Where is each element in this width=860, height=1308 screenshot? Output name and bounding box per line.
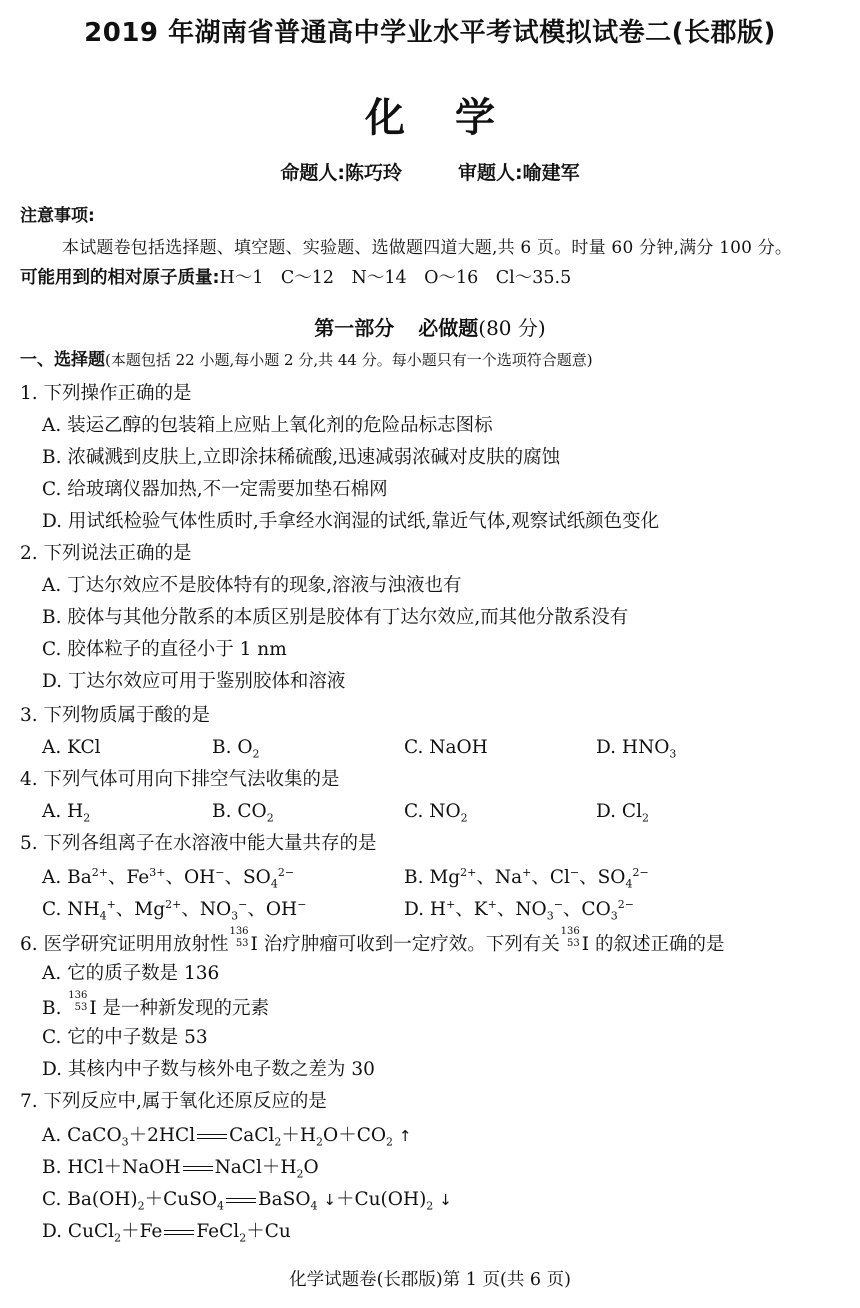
section-score: (80 分)	[478, 316, 546, 340]
option-5b: B. $Mg^{2+}$、Na+、Cl−、$SO_4^{2-}$	[404, 865, 649, 891]
option-5c: C. $NH_4^+$、$Mg^{2+}$、$NO_3^-$、OH−	[42, 897, 307, 923]
nuclide-symbol: 136 53	[229, 926, 249, 949]
option-6c: C. 它的中子数是 53	[42, 1027, 208, 1048]
stem-part-c: I 的叙述正确的是	[581, 934, 725, 955]
option-7c: C. $Ba(OH)_2+CuSO_4$ BaSO$_4$ $↓+Cu(OH)_2$ ↓	[42, 1189, 452, 1213]
option-2d: D. 丁达尔效应可用于鉴别胶体和溶液	[42, 671, 346, 692]
option-1c: C. 给玻璃仪器加热,不一定需要加垫石棉网	[42, 479, 388, 500]
option-4a: A. $H_2$	[42, 801, 91, 825]
section-heading	[0, 312, 860, 341]
question-group-desc: (本题包括 22 小题,每小题 2 分,共 44 分。每小题只有一个选项符合题意)	[105, 351, 593, 369]
option-4c: C. $NO_2$	[404, 801, 468, 825]
option-6d: D. 其核内中子数与核外电子数之差为 30	[42, 1059, 375, 1080]
option-7b: B. HCl＋NaOH $NaCl+H_2O$	[42, 1157, 319, 1181]
notes-body: 本试题卷包括选择题、填空题、实验题、选做题四道大题,共 6 页。时量 60 分钟,满分 100 分。	[62, 238, 793, 258]
option-2c: C. 胶体粒子的直径小于 1 nm	[42, 639, 287, 660]
question-stem: 2. 下列说法正确的是	[20, 543, 192, 564]
subject-title: 化学	[365, 95, 545, 141]
option-3a: A. KCl	[42, 737, 101, 758]
stem-part-a: 6. 医学研究证明用放射性	[20, 934, 229, 955]
option-1d: D. 用试纸检验气体性质时,手拿经水润湿的试纸,靠近气体,观察试纸颜色变化	[42, 511, 660, 532]
option-2a: A. 丁达尔效应不是胶体特有的现象,溶液与浊液也有	[42, 575, 462, 596]
question-stem: 3. 下列物质属于酸的是	[20, 705, 211, 726]
question-stem: 7. 下列反应中,属于氧化还原反应的是	[20, 1091, 327, 1112]
exam-title: 2019 年湖南省普通高中学业水平考试模拟试卷二(长郡版)	[84, 18, 776, 48]
option-5a: A. $Ba^{2+}$、$Fe^{3+}$、OH−、$SO_4^{2-}$	[42, 865, 295, 891]
option-1a: A. 装运乙醇的包装箱上应贴上氧化剂的危险品标志图标	[42, 415, 493, 436]
nuclide-symbol: 136 53	[68, 990, 88, 1013]
option-3b: B. $O_2$	[212, 737, 260, 761]
option-4b: B. $CO_2$	[212, 801, 274, 825]
nuclide-symbol: 136 53	[560, 926, 580, 949]
option-5d: D. H+、K+、$NO_3^-$、$CO_3^{2-}$	[404, 897, 634, 923]
option-7d: D. CuCl$_2$＋Fe FeCl$_2$＋Cu	[42, 1221, 291, 1245]
question-stem: 5. 下列各组离子在水溶液中能大量共存的是	[20, 833, 377, 854]
option-4d: D. $Cl_2$	[596, 801, 650, 825]
question-stem: 1. 下列操作正确的是	[20, 383, 192, 404]
page-footer: 化学试题卷(长郡版)第 1 页(共 6 页)	[289, 1270, 571, 1290]
option-2b: B. 胶体与其他分散系的本质区别是胶体有丁达尔效应,而其他分散系没有	[42, 607, 629, 628]
authors-line	[0, 158, 860, 185]
atomic-masses	[20, 266, 571, 290]
masses-values: H～1 C～12 N～14 O～16 Cl～35.5	[219, 268, 572, 288]
reviewer: 审题人:喻建军	[458, 162, 580, 184]
question-stem-6	[20, 926, 725, 957]
option-6b: B. 136 53 I 是一种新发现的元素	[42, 990, 270, 1019]
question-stem: 4. 下列气体可用向下排空气法收集的是	[20, 769, 340, 790]
question-group-heading	[20, 348, 593, 372]
author: 命题人:陈巧玲	[280, 162, 402, 184]
option-3d: D. $HNO_3$	[596, 737, 677, 761]
option-7a: A. CaCO$_3$＋2HCl $CaCl_2+H_2O+CO_2$ ↑	[42, 1125, 412, 1149]
option-3c: C. NaOH	[404, 737, 488, 758]
section-name: 必做题	[418, 316, 479, 340]
notes-heading: 注意事项:	[20, 206, 95, 226]
question-group-label: 一、选择题	[20, 350, 105, 370]
option-6a: A. 它的质子数是 136	[42, 963, 220, 984]
stem-part-b: I 治疗肿瘤可收到一定疗效。下列有关	[250, 934, 560, 955]
section-part: 第一部分	[314, 316, 395, 340]
option-1b: B. 浓碱溅到皮肤上,立即涂抹稀硫酸,迅速减弱浓碱对皮肤的腐蚀	[42, 447, 561, 468]
masses-label: 可能用到的相对原子质量:	[20, 268, 220, 288]
